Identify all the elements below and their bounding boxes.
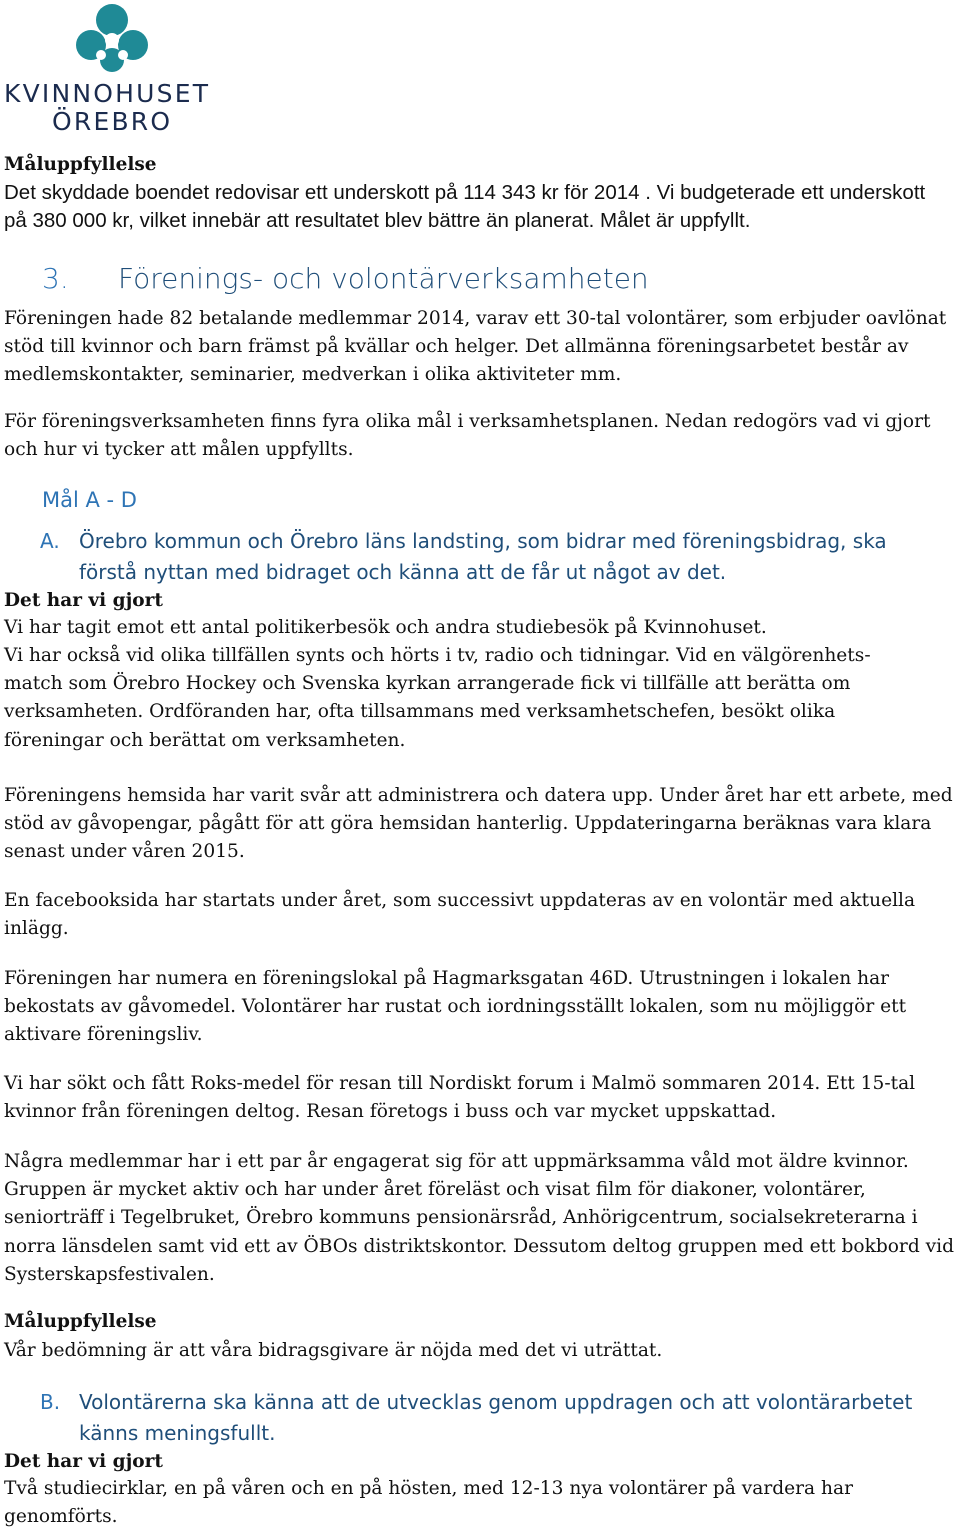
goal-b-done-heading: Det har vi gjort xyxy=(4,1451,163,1472)
goal-a-paragraph-elderly-women: Några medlemmar har i ett par år engagerat sig för att uppmärksamma våld mot äldre kvinnor. Gruppen är mycket aktiv och har under året föreläst och visat film för diakoner, volontärer, seniorträff i Tegelbruket, Örebro kommuns pensionärsråd, Anhörigcentrum, socialsekreterarna i norra länsdelen samt vid ett av ÖBOs distriktskontor. Dessutom deltog gruppen med ett bokbord vid Systerskapsfestivalen. xyxy=(4,1151,954,1285)
section-title xyxy=(42,262,960,296)
goal-a-paragraph-visits: Vi har tagit emot ett antal politikerbesök och andra studiebesök på Kvinnohuset. xyxy=(4,617,767,638)
paragraph-goals-intro: För föreningsverksamheten finns fyra olika mål i verksamhetsplanen. Nedan redogörs vad vi gjort och hur vi tycker att målen uppfyllts. xyxy=(4,411,931,461)
goal-a xyxy=(40,526,940,588)
goal-a-paragraph-media: Vi har också vid olika tillfällen synts och hörts i tv, radio och tidningar. Vid en välgörenhets-match som Örebro Hockey och Svenska kyrkan arrangerade fick vi tillfälle att berätta om verksamheten. Ordföranden har, ofta tillsammans med verksamhetschefen, besökt olika föreningar och berättat om verksamheten. xyxy=(4,645,871,751)
paragraph-members: Föreningen hade 82 betalande medlemmar 2014, varav ett 30-tal volontärer, som erbjuder oavlönat stöd till kvinnor och barn främst på kvällar och helger. Det allmänna föreningsarbetet består av medlemskontakter, seminarier, medverkan i olika aktiviteter mm. xyxy=(4,308,947,386)
section-number: 3. xyxy=(42,262,69,295)
logo-mark-icon xyxy=(2,0,224,84)
section-title-text: Förenings- och volontärverksamheten xyxy=(118,262,649,295)
goal-a-result-text: Vår bedömning är att våra bidragsgivare är nöjda med det vi uträttat. xyxy=(4,1340,663,1361)
goal-a-paragraph-facebook: En facebooksida har startats under året, som successivt uppdateras av en volontär med aktuella inlägg. xyxy=(4,890,916,940)
goal-a-paragraph-premises: Föreningen har numera en föreningslokal på Hagmarksgatan 46D. Utrustningen i lokalen har bekostats av gåvomedel. Volontärer har rustat och iordningsställt lokalen, som nu möjliggör ett aktivare föreningsliv. xyxy=(4,968,907,1046)
goal-a-paragraph-website: Föreningens hemsida har varit svår att administrera och datera upp. Under året har ett arbete, med stöd av gåvopengar, pågått för att göra hemsidan hanterlig. Uppdateringarna beräknas vara klara senast under våren 2015. xyxy=(4,785,953,863)
goal-b-text: Volontärerna ska känna att de utvecklas genom uppdragen och att volontärarbetet känns meningsfullt. xyxy=(79,1390,913,1445)
goal-a-result-heading: Måluppfyllelse xyxy=(4,1311,157,1332)
logo-wordmark-line2: ÖREBRO xyxy=(52,107,173,136)
goal-b xyxy=(40,1387,940,1449)
goal-b-paragraph-study-circles: Två studiecirklar, en på våren och en på hösten, med 12-13 nya volontärer på vardera har genomförts. xyxy=(4,1478,853,1528)
section-heading-maluppfyllelse: Måluppfyllelse xyxy=(4,154,157,175)
kvinnohuset-logo xyxy=(2,0,224,140)
logo-wordmark-line1: KVINNOHUSET xyxy=(4,79,211,108)
goal-a-letter: A. xyxy=(40,529,60,553)
paragraph-budget-result: Det skyddade boendet redovisar ett underskott på 114 343 kr för 2014 . Vi budgeterade ett underskott på 380 000 kr, vilket innebär att resultatet blev bättre än planerat. Målet är uppfyllt. xyxy=(4,181,926,232)
goal-a-done-heading: Det har vi gjort xyxy=(4,590,163,611)
goal-b-letter: B. xyxy=(40,1390,61,1414)
goal-a-paragraph-nordic-forum: Vi har sökt och fått Roks-medel för resan till Nordiskt forum i Malmö sommaren 2014. Ett 15-tal kvinnor från föreningen deltog. Resan företogs i buss och var mycket uppskattad. xyxy=(4,1073,916,1123)
goal-a-text: Örebro kommun och Örebro läns landsting, som bidrar med föreningsbidrag, ska förstå nyttan med bidraget och känna att de får ut något av det. xyxy=(79,529,887,584)
subheading-goals: Mål A - D xyxy=(42,488,137,512)
